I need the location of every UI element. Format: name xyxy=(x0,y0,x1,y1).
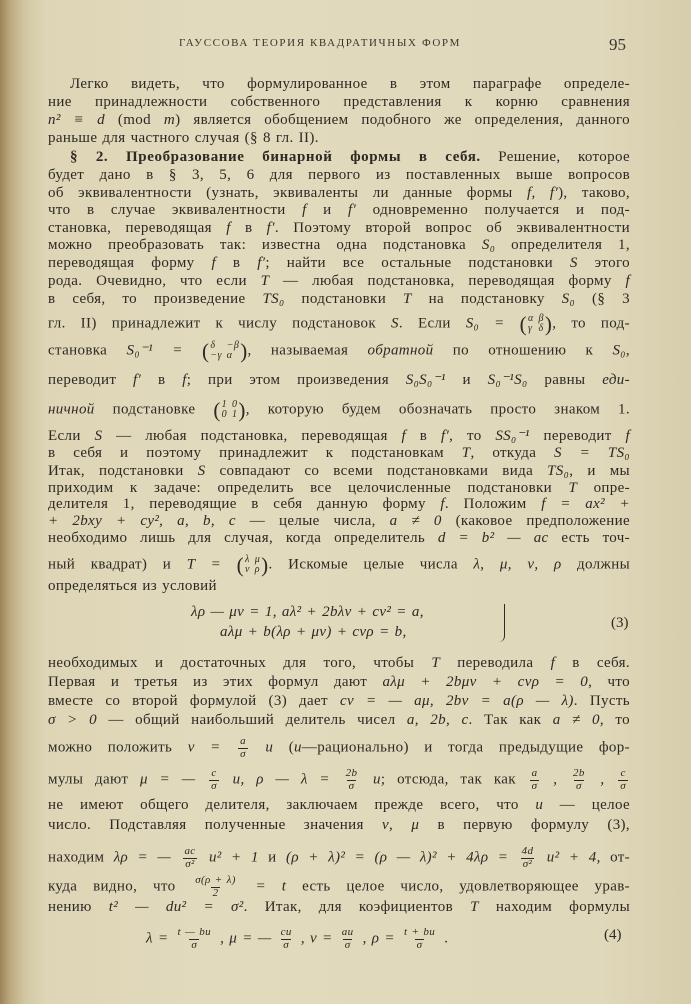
math-segment: ν = xyxy=(187,739,221,756)
text-segment: в себя и поэтому принадлежит к подстановкам xyxy=(48,445,462,461)
text-line xyxy=(48,94,630,111)
math-segment: λ, μ, ν, ρ xyxy=(473,556,562,573)
math-segment: (ρ + λ)² = (ρ — λ)² + 4λρ = xyxy=(285,849,509,866)
matrix-entries xyxy=(244,555,261,575)
text-segment: мулы дают xyxy=(48,771,140,788)
fraction-numerator: 2b xyxy=(345,767,358,779)
text-segment: ние принадлежности собственного представления к корню сравнения xyxy=(48,94,630,110)
text-segment: в себя, то произведение xyxy=(48,291,263,307)
math-segment: μ = — xyxy=(229,930,272,947)
fraction-numerator: 2b xyxy=(573,767,585,779)
text-segment: (§ 3 xyxy=(575,291,630,307)
math-segment: T xyxy=(403,291,412,307)
text-segment: ), таково, xyxy=(558,185,630,201)
right-paren: ) xyxy=(238,398,246,422)
math-segment: λ = xyxy=(146,930,169,947)
text-segment: — любая подстановка, переводящая xyxy=(102,428,402,444)
text-segment: . Поэтому второй вопрос об эквивалентности xyxy=(274,220,630,236)
math-segment: f′ xyxy=(348,202,357,218)
math-segment: f′ xyxy=(266,220,275,236)
text-line xyxy=(48,513,630,530)
math-segment: S₀⁻¹S₀ xyxy=(487,372,528,388)
math-segment: S xyxy=(197,463,206,479)
text-segment: ( xyxy=(273,739,295,756)
text-segment: переводящая форму xyxy=(48,255,212,271)
text-segment: , то xyxy=(449,428,496,444)
matrix-entry: λ xyxy=(245,554,250,565)
math-segment: S₀S₀⁻¹ xyxy=(405,372,446,388)
matrix-entry: −γ xyxy=(210,350,222,361)
text-segment: ) является обобщением подобного же определения, данного xyxy=(175,112,631,128)
text-line xyxy=(48,797,630,814)
matrix-entries xyxy=(527,314,545,334)
equation-4-label: (4) xyxy=(604,927,622,943)
text-segment: не имеют общего делителя, заключаем прежде всего, что xyxy=(48,797,536,813)
text-segment: — целое xyxy=(543,797,631,813)
matrix-entries xyxy=(221,400,239,420)
matrix-entry: 0 xyxy=(221,409,228,420)
fraction-denominator: σ xyxy=(348,780,355,792)
text-line xyxy=(48,202,630,219)
text-segment: — общий наибольший делитель чисел xyxy=(96,712,407,728)
text-segment: можно положить xyxy=(48,739,188,756)
fraction-numerator: t + bu xyxy=(404,926,436,938)
matrix-entry: 0 xyxy=(232,399,238,410)
math-segment: d = b² — ac xyxy=(437,530,549,546)
text-line xyxy=(48,845,630,870)
math-segment: f xyxy=(440,496,445,512)
left-paren: ( xyxy=(202,339,210,363)
text-segment: переводит xyxy=(48,372,134,388)
text-segment: и xyxy=(445,372,488,388)
text-segment: подстановке xyxy=(94,401,214,418)
equation-3-label: (3) xyxy=(611,615,629,631)
text-segment: . Если xyxy=(398,315,466,332)
matrix-entry: ρ xyxy=(254,564,260,575)
math-segment: aλμ + b(λρ + μν) + cνρ = b, xyxy=(220,624,407,640)
text-segment: , откуда xyxy=(470,445,554,461)
text-segment: Итак, подстановки xyxy=(48,463,198,479)
left-paren: ( xyxy=(236,553,244,577)
text-segment: , xyxy=(625,342,630,359)
text-segment: на подстановку xyxy=(411,291,562,307)
matrix-entry: μ xyxy=(254,554,261,565)
matrix xyxy=(520,313,553,335)
matrix-entry: α xyxy=(226,350,233,361)
matrix-entry: δ xyxy=(538,323,544,334)
fraction xyxy=(340,927,356,951)
text-segment: этого xyxy=(577,255,630,271)
text-line xyxy=(48,372,630,389)
math-segment: σ > 0 xyxy=(48,712,97,728)
fraction xyxy=(618,768,628,792)
fraction-denominator: σ xyxy=(531,780,538,792)
text-line xyxy=(48,339,630,363)
matrix-entry: α xyxy=(527,313,534,324)
math-segment: a ≠ 0 xyxy=(389,513,442,529)
math-segment: λρ — μν = 1, aλ² + 2bλν + cν² = a, xyxy=(191,604,424,620)
text-line xyxy=(48,220,630,237)
matrix-entry: 1 xyxy=(221,399,228,410)
math-segment: S xyxy=(569,255,578,271)
math-segment: SS₀⁻¹ xyxy=(495,428,530,444)
math-segment: f xyxy=(182,372,187,388)
math-segment: m xyxy=(163,112,176,128)
text-segment: есть целое число, удовлетворяющее урав- xyxy=(286,878,630,895)
math-segment: n² ≡ d xyxy=(48,112,105,128)
fraction xyxy=(530,768,540,792)
equation-brace xyxy=(498,604,505,642)
math-segment: S₀ xyxy=(481,237,496,253)
math-segment: u, ρ — λ = xyxy=(232,771,330,788)
text-line xyxy=(48,167,630,184)
text-segment: становка xyxy=(48,342,127,359)
text-line xyxy=(48,674,630,691)
matrix-entry: −β xyxy=(226,340,240,351)
math-segment: u xyxy=(373,771,381,788)
fraction-denominator: σ xyxy=(211,780,217,792)
math-segment: f′ xyxy=(440,428,450,444)
math-segment: TS₀ xyxy=(262,291,285,307)
text-line xyxy=(48,463,630,480)
text-segment: об эквивалентности (узнать, эквиваленты ли данные формы xyxy=(48,185,527,201)
math-segment: aλμ + 2bμν + cνρ = 0 xyxy=(382,674,589,690)
fraction xyxy=(238,736,248,760)
running-header: ГАУССОВА ТЕОРИЯ КВАДРАТИЧНЫХ ФОРМ xyxy=(178,37,462,49)
text-segment: необходимых и достаточных для того, чтобы xyxy=(48,655,432,671)
math-segment: f xyxy=(401,428,407,444)
math-segment: f, f′ xyxy=(526,185,559,201)
fraction-numerator: t — bu xyxy=(177,926,211,938)
text-line xyxy=(48,712,630,729)
text-segment: нению xyxy=(48,899,109,915)
text-segment: , которую будем обозначать просто знаком 1. xyxy=(245,401,630,418)
text-segment: что в случае эквивалентности xyxy=(48,202,303,218)
math-segment: f xyxy=(625,273,630,289)
page-number: 95 xyxy=(609,35,626,54)
text-segment: . Пусть xyxy=(573,693,631,709)
text-segment: . Итак, для коэфициентов xyxy=(243,899,471,915)
fraction-denominator: σ xyxy=(416,939,423,951)
fraction-denominator: σ² xyxy=(185,858,195,870)
text-segment: куда видно, что xyxy=(48,878,192,895)
text-segment: . Положим xyxy=(444,496,542,512)
text-segment: рода. Очевидно, что если xyxy=(48,273,261,289)
text-segment: . xyxy=(444,930,449,947)
text-segment: —рационально) и тогда предыдущие фор- xyxy=(301,739,630,756)
math-segment: S₀ xyxy=(612,342,626,359)
text-segment: одновременно получается и под- xyxy=(356,202,631,218)
math-segment: TS₀ xyxy=(547,463,570,479)
fraction-denominator: σ xyxy=(620,780,626,792)
text-line xyxy=(146,926,449,951)
matrix-entry: 1 xyxy=(232,409,238,420)
text-segment: , xyxy=(600,771,617,788)
text-segment: ; найти все остальные подстановки xyxy=(265,255,570,271)
text-segment: число. Подставляя полученные значения xyxy=(48,817,382,833)
matrix xyxy=(237,554,269,576)
math-segment: S xyxy=(391,315,399,332)
text-line xyxy=(48,817,630,834)
fraction xyxy=(176,927,213,951)
text-segment: . Так как xyxy=(468,712,553,728)
text-segment: ; отсюда, так как xyxy=(380,771,528,788)
math-segment: S = TS₀ xyxy=(554,445,630,461)
text-segment: (mod xyxy=(104,112,164,128)
math-segment: u² + 4 xyxy=(546,849,597,866)
text-segment: и xyxy=(306,202,349,218)
math-segment: обратной xyxy=(367,342,434,359)
text-segment: и xyxy=(258,849,286,866)
text-segment: — целые числа, xyxy=(235,513,390,529)
text-line xyxy=(48,312,630,336)
text-line xyxy=(48,255,630,272)
math-segment: f′ xyxy=(257,255,266,271)
text-segment: в xyxy=(406,428,441,444)
fraction-numerator: a xyxy=(240,735,246,747)
fraction xyxy=(520,846,536,870)
fraction-numerator: c xyxy=(620,767,626,779)
matrix-entry: δ xyxy=(210,340,216,351)
text-segment: переводила xyxy=(440,655,551,671)
text-segment: Первая и третья из этих формул дают xyxy=(48,674,383,690)
text-line xyxy=(48,112,630,129)
matrix-entry: ν xyxy=(245,564,250,575)
text-segment: можно преобразовать так: известна одна подстановка xyxy=(48,237,482,253)
math-segment: T xyxy=(431,655,441,671)
fraction-numerator: ac xyxy=(184,845,196,857)
math-segment: = t xyxy=(255,878,287,895)
text-line xyxy=(191,604,424,621)
text-segment: , то xyxy=(599,712,630,728)
math-segment: ничной xyxy=(48,401,95,418)
text-segment: делителя 1, переводящие в себя данную форму xyxy=(48,496,441,512)
text-segment: вместе со второй формулой (3) дает xyxy=(48,693,340,709)
text-segment: , xyxy=(362,930,372,947)
math-segment: f xyxy=(226,220,231,236)
text-segment: определителя 1, xyxy=(495,237,630,253)
text-line xyxy=(48,480,630,497)
text-segment: находим формулы xyxy=(478,899,630,915)
matrix xyxy=(202,340,248,362)
text-line xyxy=(48,735,630,760)
text-segment: . Искомые целые числа xyxy=(268,556,474,573)
text-segment: равны xyxy=(527,372,603,388)
math-segment: cν = — aμ, 2bν = a(ρ — λ) xyxy=(339,693,574,709)
matrix-entries xyxy=(209,341,240,361)
text-segment: ; при этом произведения xyxy=(186,372,406,388)
math-segment: f′ xyxy=(133,372,142,388)
text-segment: в xyxy=(215,255,258,271)
math-segment: f = ax² + xyxy=(541,496,630,512)
text-line xyxy=(48,76,630,93)
math-segment: f xyxy=(625,428,630,444)
text-line xyxy=(48,445,630,462)
fraction-denominator: σ xyxy=(191,939,198,951)
text-line xyxy=(48,578,630,595)
right-paren: ) xyxy=(240,339,248,363)
text-segment: в xyxy=(141,372,183,388)
math-segment: a ≠ 0 xyxy=(552,712,600,728)
math-segment: λρ = — xyxy=(113,849,172,866)
text-line xyxy=(48,130,630,147)
text-line xyxy=(48,398,630,422)
fraction-denominator: σ² xyxy=(522,858,533,870)
text-segment: , и мы xyxy=(569,463,630,479)
fraction-denominator: σ xyxy=(240,748,246,760)
math-segment: f xyxy=(211,255,216,271)
fraction-denominator: σ xyxy=(283,939,290,951)
math-segment: T xyxy=(461,445,471,461)
text-segment: в первую формулу (3), xyxy=(419,817,631,833)
math-segment: f xyxy=(302,202,307,218)
fraction-numerator: au xyxy=(341,926,354,938)
math-segment: S₀⁻¹ = xyxy=(126,342,183,359)
text-line xyxy=(220,624,407,641)
text-segment: гл. II) принадлежит к числу подстановок xyxy=(48,315,392,332)
text-segment: будет дано в § 3, 5, 6 для первого из поставленных выше вопросов xyxy=(48,167,630,183)
math-segment: T xyxy=(470,899,479,915)
text-segment: , что xyxy=(588,674,630,690)
text-segment: необходимо лишь для случая, когда определитель xyxy=(48,530,438,546)
math-segment: S₀ = xyxy=(465,315,505,332)
math-segment: T xyxy=(260,273,270,289)
fraction xyxy=(344,768,360,792)
text-segment: Если xyxy=(48,428,95,444)
fraction-numerator: 4d xyxy=(521,845,534,857)
math-segment: ν = xyxy=(310,930,333,947)
math-segment: S₀ xyxy=(561,291,576,307)
math-segment: S xyxy=(94,428,103,444)
text-segment: есть точ- xyxy=(548,530,631,546)
text-line xyxy=(48,693,630,710)
text-line xyxy=(48,767,630,792)
matrix-entry: β xyxy=(538,313,544,324)
math-segment: μ = — xyxy=(139,771,196,788)
math-segment: T xyxy=(568,480,578,496)
math-segment: ν, μ xyxy=(382,817,420,833)
text-segment: Решение, которое xyxy=(480,149,630,165)
fraction-numerator: c xyxy=(211,767,217,779)
matrix-entry: γ xyxy=(527,323,533,334)
text-line xyxy=(48,496,630,513)
text-line xyxy=(48,185,630,202)
text-line xyxy=(48,291,630,308)
fraction-denominator: σ xyxy=(575,780,582,792)
text-segment: , xyxy=(553,771,569,788)
math-segment: t² — du² = σ² xyxy=(108,899,244,915)
text-segment: (каковое предположение xyxy=(441,513,630,529)
math-segment: u xyxy=(535,797,544,813)
fraction-numerator: a xyxy=(531,767,538,779)
text-segment: переводит xyxy=(529,428,626,444)
fraction-denominator: σ xyxy=(344,939,351,951)
text-line xyxy=(48,237,630,254)
text-line xyxy=(48,899,630,916)
text-segment: — любая подстановка, переводящая форму xyxy=(269,273,626,289)
text-line xyxy=(48,428,630,445)
text-segment: , от- xyxy=(596,849,630,866)
math-segment: u² + 1 xyxy=(208,849,259,866)
text-segment: , xyxy=(300,930,311,947)
text-segment: в себя. xyxy=(555,655,630,671)
text-segment: опре- xyxy=(577,480,631,496)
text-segment: по отношению к xyxy=(433,342,613,359)
text-segment: определяться из условий xyxy=(48,578,217,594)
right-paren: ) xyxy=(544,312,553,336)
text-line xyxy=(48,273,630,290)
right-paren: ) xyxy=(261,553,269,577)
math-segment: u xyxy=(265,739,274,756)
text-segment: раньше для частного случая (§ 8 гл. II). xyxy=(48,130,319,146)
text-segment: , называемая xyxy=(247,342,368,359)
fraction xyxy=(182,846,197,870)
math-segment: T = xyxy=(186,556,222,573)
math-segment: a, 2b, c xyxy=(406,712,469,728)
section-heading: § 2. Преобразование бинарной формы в себя. xyxy=(70,149,481,165)
text-segment: находим xyxy=(48,849,114,866)
text-segment: совпадают со всеми подстановками вида xyxy=(205,463,548,479)
math-segment: f xyxy=(550,655,556,671)
text-segment: , xyxy=(220,930,230,947)
text-segment: должны xyxy=(561,556,631,573)
math-segment: еди- xyxy=(602,372,631,388)
matrix xyxy=(213,399,245,421)
fraction-numerator: σ(ρ + λ) xyxy=(195,874,236,886)
fraction xyxy=(193,875,238,899)
text-segment: , то под- xyxy=(552,315,630,332)
text-segment: становка, переводящая xyxy=(48,220,227,236)
math-segment: u xyxy=(294,739,302,756)
text-segment: приходим к задаче: определить все целочисленные подстановки xyxy=(48,480,569,496)
fraction-denominator: 2 xyxy=(212,887,219,899)
text-line xyxy=(48,553,631,577)
fraction xyxy=(279,927,294,951)
fraction xyxy=(402,927,437,951)
fraction xyxy=(209,768,219,792)
fraction-numerator: cu xyxy=(280,926,292,938)
text-segment: Легко видеть, что формулированное в этом параграфе определе- xyxy=(70,76,630,92)
text-line xyxy=(48,874,630,899)
left-paren: ( xyxy=(519,312,527,336)
math-segment: ρ = xyxy=(371,930,395,947)
math-segment: + 2bxy + cy², a, b, c xyxy=(48,513,236,529)
text-line xyxy=(48,655,630,672)
text-segment: подстановки xyxy=(284,291,403,307)
text-segment: ный квадрат) и xyxy=(48,556,187,573)
text-line xyxy=(48,530,630,547)
text-line xyxy=(48,149,630,166)
left-paren: ( xyxy=(213,398,221,422)
text-segment: в xyxy=(230,220,267,236)
fraction xyxy=(571,768,587,792)
